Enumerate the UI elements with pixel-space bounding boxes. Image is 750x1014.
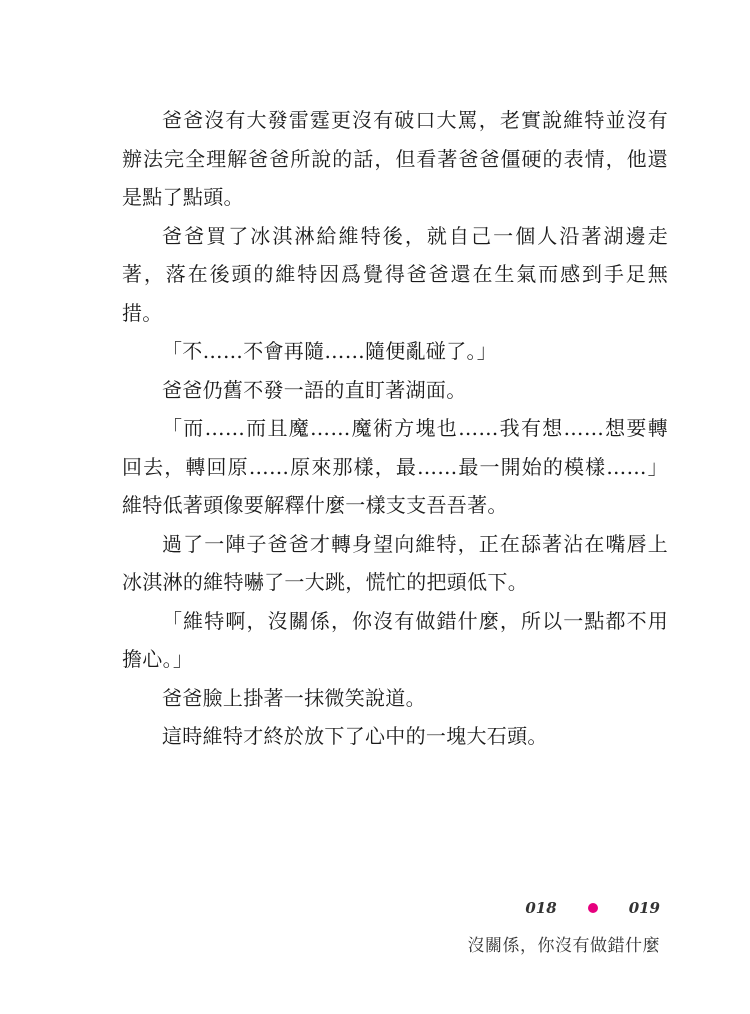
paragraph-6: 過了一陣子爸爸才轉身望向維特，正在舔著沾在嘴唇上冰淇淋的維特嚇了一大跳，慌忙的把頭低下。 [122, 531, 668, 594]
page-number-right: 019 [628, 899, 660, 917]
page-number-left: 018 [525, 899, 557, 917]
page-separator-dot [588, 903, 598, 913]
running-footer-title: 沒關係，你沒有做錯什麼 [467, 936, 660, 956]
page-numbers [525, 899, 660, 917]
story-text [122, 101, 668, 756]
paragraph-8: 爸爸臉上掛著一抹微笑說道。 [162, 685, 426, 710]
paragraph-7: 「維特啊，沒關係，你沒有做錯什麼，所以一點都不用擔心。」 [122, 608, 668, 671]
paragraph-1: 爸爸沒有大發雷霆更沒有破口大罵，老實說維特並沒有辦法完全理解爸爸所說的話，但看著爸爸僵硬的表情，他還是點了點頭。 [122, 108, 668, 209]
paragraph-4: 爸爸仍舊不發一語的直盯著湖面。 [162, 377, 467, 402]
paragraph-9: 這時維特才終於放下了心中的一塊大石頭。 [162, 724, 548, 748]
paragraph-5: 「而……而且魔……魔術方塊也……我有想……想要轉回去，轉回原……原來那樣，最……最一開始的模樣……」維特低著頭像要解釋什麼一樣支支吾吾著。 [122, 416, 668, 517]
paragraph-3: 「不……不會再隨……隨便亂碰了。」 [162, 339, 498, 363]
paragraph-2: 爸爸買了冰淇淋給維特後，就自己一個人沿著湖邊走著，落在後頭的維特因爲覺得爸爸還在生氣而感到手足無措。 [122, 223, 668, 325]
